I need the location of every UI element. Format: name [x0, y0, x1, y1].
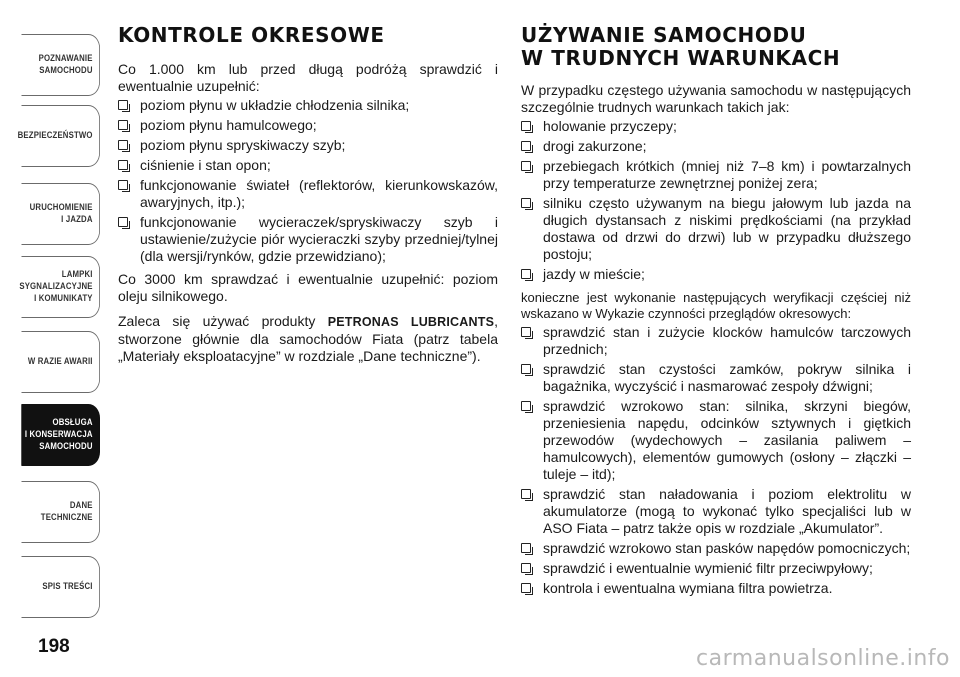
watermark: carmanualsonline.info: [696, 646, 950, 671]
list-item: jazdy w mieście;: [521, 266, 911, 283]
list-item: poziom płynu spryskiwaczy szyb;: [118, 137, 498, 154]
list-item: sprawdzić wzrokowo stan: silnika, skrzyni biegów, przeniesienia napędu, odcinków sztywnych i giętkich przewodów (wydechowych – zasilania paliwem – hamulcowych), elementów gumowych (osłony – złączki – tuleje – itd);: [521, 398, 911, 483]
checks-intro: konieczne jest wykonanie następujących weryfikacji częściej niż wskazano w Wykazie czynności przeglądów okresowych:: [521, 290, 911, 321]
list-item: sprawdzić stan i zużycie klocków hamulców tarczowych przednich;: [521, 324, 911, 358]
list-item: sprawdzić stan czystości zamków, pokryw silnika i bagażnika, wyczyścić i nasmarować zespoły dźwigni;: [521, 361, 911, 395]
right-column: [521, 24, 911, 600]
section-title-kontrole: KONTROLE OKRESOWE: [118, 23, 385, 47]
checkbox-icon: [521, 269, 531, 279]
list-item: sprawdzić stan naładowania i poziom elektrolitu w akumulatorze (mogą to wykonać tylko specjaliści lub w ASO Fiata – patrz także opis w rozdziale „Akumulator”.: [521, 486, 911, 537]
list-item: funkcjonowanie świateł (reflektorów, kierunkowskazów, awaryjnych, itp.);: [118, 177, 498, 211]
list-item: funkcjonowanie wycieraczek/spryskiwaczy szyb i ustawienie/zużycie piór wycieraczki szyby przedniej/tylnej (dla wersji/rynków, gdzie przewidziano);: [118, 214, 498, 265]
left-column: [118, 24, 498, 365]
checkbox-icon: [118, 140, 128, 150]
checkbox-icon: [521, 121, 531, 131]
checkbox-icon: [521, 489, 531, 499]
tab-spis-tresci[interactable]: SPIS TREŚCI: [21, 556, 100, 618]
intro-paragraph: Co 1.000 km lub przed długą podróżą sprawdzić i ewentualnie uzupełnić:: [118, 61, 498, 94]
oil-check-paragraph: Co 3000 km sprawdzać i ewentualnie uzupełnić: poziom oleju silnikowego.: [118, 271, 498, 304]
list-item: sprawdzić wzrokowo stan pasków napędów pomocniczych;: [521, 540, 911, 557]
list-item: holowanie przyczepy;: [521, 118, 911, 135]
lubricants-paragraph: Zaleca się używać produkty PETRONAS LUBRICANTS, stworzone głównie dla samochodów Fiata (patrz tabela „Materiały eksploatacyjne” w rozdziale „Dane techniczne”).: [118, 313, 499, 364]
checkbox-icon: [118, 120, 128, 130]
list-item: poziom płynu hamulcowego;: [118, 117, 498, 134]
checkbox-icon: [521, 543, 531, 553]
checkbox-icon: [521, 198, 531, 208]
intro-paragraph: W przypadku częstego używania samochodu w następujących szczególnie trudnych warunkach takich jak:: [521, 82, 911, 115]
checklist-conditions: [521, 118, 911, 283]
checkbox-icon: [118, 180, 128, 190]
list-item: sprawdzić i ewentualnie wymienić filtr przeciwpyłowy;: [521, 560, 911, 577]
tab-bezpieczenstwo[interactable]: BEZPIECZEŃSTWO: [21, 105, 100, 167]
tab-obsluga-i-konserwacja[interactable]: OBSŁUGA I KONSERWACJA SAMOCHODU: [21, 404, 100, 466]
list-item: ciśnienie i stan opon;: [118, 157, 498, 174]
checkbox-icon: [118, 160, 128, 170]
checkbox-icon: [118, 217, 128, 227]
checkbox-icon: [118, 100, 128, 110]
tab-uruchomienie-i-jazda[interactable]: URUCHOMIENIE I JAZDA: [21, 183, 100, 245]
section-title-trudne-warunki: UŻYWANIE SAMOCHODU W TRUDNYCH WARUNKACH: [521, 23, 841, 70]
tab-w-razie-awarii[interactable]: W RAZIE AWARII: [21, 331, 100, 393]
tab-lampki-sygnalizacyjne[interactable]: LAMPKI SYGNALIZACYJNE I KOMUNIKATY: [21, 256, 100, 318]
checklist-periodic: [118, 97, 498, 265]
page-number: 198: [38, 636, 70, 657]
chapter-sidebar: [0, 0, 106, 677]
checkbox-icon: [521, 583, 531, 593]
list-item: przebiegach krótkich (mniej niż 7–8 km) i powtarzalnych przy temperaturze zewnętrznej poniżej zera;: [521, 158, 911, 192]
brand-name: PETRONAS LUBRICANTS: [327, 315, 495, 329]
checks-block: [521, 290, 911, 597]
list-item: drogi zakurzone;: [521, 138, 911, 155]
checkbox-icon: [521, 401, 531, 411]
checkbox-icon: [521, 161, 531, 171]
list-item: silniku często używanym na biegu jałowym lub jazda na długich dystansach z niskimi prędkościami (na przykład dostawa od drzwi do drzwi) lub w przypadku dłuższego postoju;: [521, 195, 911, 263]
checkbox-icon: [521, 364, 531, 374]
tab-dane-techniczne[interactable]: DANE TECHNICZNE: [21, 481, 100, 543]
checkbox-icon: [521, 141, 531, 151]
tab-poznawanie-samochodu[interactable]: POZNAWANIE SAMOCHODU: [21, 34, 100, 96]
list-item: kontrola i ewentualna wymiana filtra powietrza.: [521, 580, 911, 597]
checklist-checks: [521, 324, 911, 597]
checkbox-icon: [521, 327, 531, 337]
checkbox-icon: [521, 563, 531, 573]
list-item: poziom płynu w układzie chłodzenia silnika;: [118, 97, 498, 114]
